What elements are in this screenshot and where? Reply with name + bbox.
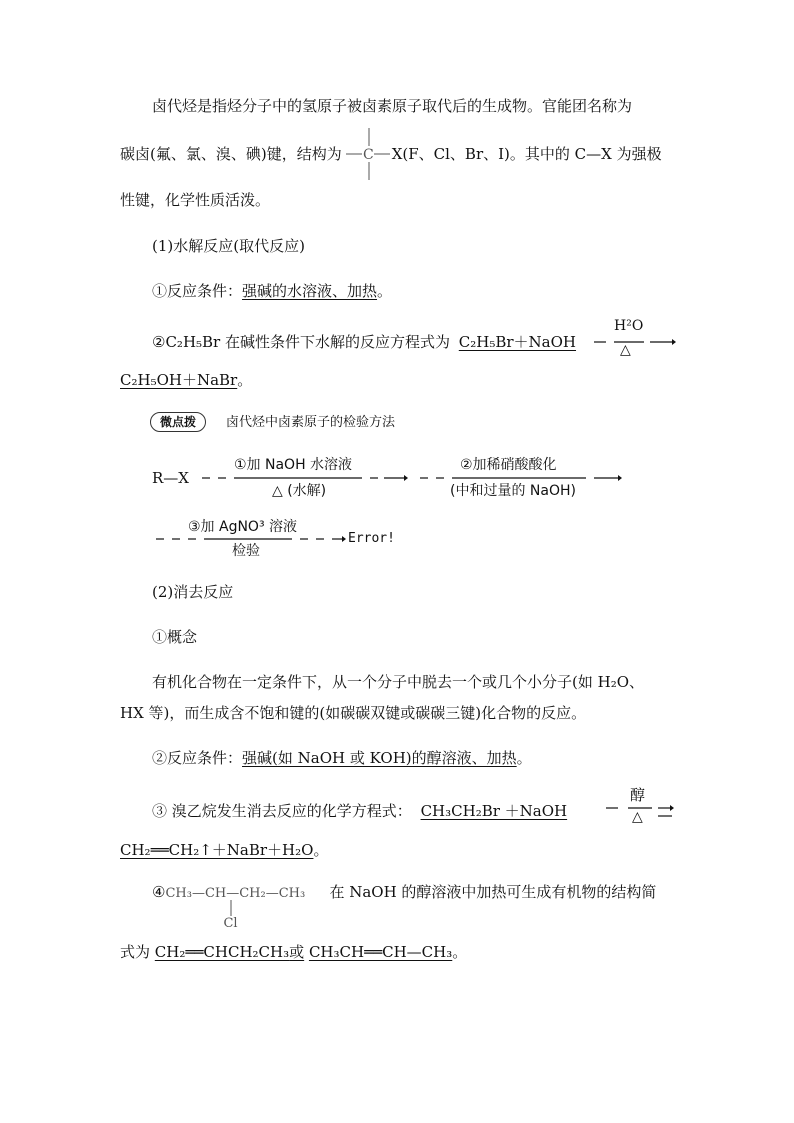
s1-cond-end: 。 — [377, 282, 393, 300]
q4-ans2: CH₃CH══CH—CH₃ — [308, 943, 453, 961]
s2-eq-end: 。 — [313, 841, 329, 859]
q4-or: 或 — [289, 943, 305, 961]
q4-ans1: CH₂══CHCH₂CH₃ — [154, 943, 290, 961]
section-1-title: (1)水解反应(取代反应) — [152, 237, 305, 255]
s2-arrow-under: △ — [632, 809, 643, 825]
s2-concept: ①概念 — [152, 628, 198, 646]
s1-reaction-arrow — [592, 318, 676, 364]
s1-cond-label: ①反应条件： — [152, 282, 243, 300]
s1-eq-lhs: C₂H₅Br＋NaOH — [458, 333, 577, 351]
s2-q4-answer-line — [120, 942, 467, 962]
intro-line-2 — [120, 144, 662, 164]
s1-eq-label: ②C₂H₅Br 在碱性条件下水解的反应方程式为 — [152, 333, 450, 351]
s2-equation-line — [152, 801, 567, 821]
tip-end: Error! — [348, 531, 395, 546]
s1-eq-end: 。 — [237, 371, 253, 389]
step3-over: ③加 AgNO³ 溶液 — [188, 519, 298, 535]
s2-eq-lhs: CH₃CH₂Br ＋NaOH — [420, 802, 568, 820]
s2-arrow-over: 醇 — [630, 786, 646, 804]
s1-eq-rhs: C₂H₅OH＋NaBr — [120, 371, 238, 389]
s1-arrow-over: H²O — [614, 318, 644, 334]
s1-condition — [152, 281, 392, 301]
s2-cond-end: 。 — [516, 749, 532, 767]
step1-over: ①加 NaOH 水溶液 — [234, 457, 353, 473]
intro-line-2a: 碳卤(氟、氯、溴、碘)键，结构为 — [120, 145, 342, 163]
s2-reaction-arrow — [604, 784, 676, 832]
s2-cond-label: ②反应条件： — [152, 749, 243, 767]
q4-sub: Cl — [223, 916, 238, 931]
s2-def-line-1: 有机化合物在一定条件下，从一个分子中脱去一个或几个小分子(如 H₂O、 — [152, 673, 645, 691]
section-2-title: (2)消去反应 — [152, 583, 234, 601]
s1-arrow-under: △ — [620, 342, 631, 358]
intro-line-3: 性键，化学性质活泼。 — [120, 191, 271, 209]
s1-equation-line — [152, 332, 576, 352]
tip-start: R—X — [152, 469, 189, 487]
s2-eq-rhs: CH₂══CH₂↑＋NaBr＋H₂O — [120, 841, 314, 859]
s1-equation-rhs-line — [120, 370, 252, 390]
s2-condition — [152, 748, 532, 768]
tip-flow-row-1 — [198, 454, 628, 498]
q4-end: 。 — [452, 943, 468, 961]
q4-text: 在 NaOH 的醇溶液中加热可生成有机物的结构简 — [329, 883, 657, 901]
s2-cond-value: 强碱(如 NaOH 或 KOH)的醇溶液、加热 — [242, 749, 517, 767]
s2-equation-rhs-line — [120, 840, 328, 860]
arrow-icon — [592, 318, 676, 364]
q4-struct-text: CH₃—CH—CH₂—CH₃ — [165, 886, 306, 901]
s2-q4-line — [152, 882, 657, 931]
q4-l2a: 式为 — [120, 943, 151, 961]
q4-label: ④ — [152, 883, 166, 901]
tip-badge: 微点拨 — [150, 412, 206, 432]
carbon-bond-icon — [342, 124, 392, 184]
intro-line-1: 卤代烃是指烃分子中的氢原子被卤素原子取代后的生成物。官能团名称为 — [152, 97, 633, 115]
step2-under: (中和过量的 NaOH) — [450, 483, 576, 499]
step1-under: △ (水解) — [272, 483, 327, 499]
svg-text:C: C — [362, 147, 374, 163]
s1-cond-value: 强碱的水溶液、加热 — [242, 282, 378, 300]
tip-title: 卤代烃中卤素原子的检验方法 — [226, 415, 396, 430]
step3-under: 检验 — [232, 543, 260, 559]
tip-flow-row-2 — [152, 514, 412, 560]
step2-over: ②加稀硝酸酸化 — [460, 457, 557, 473]
s2-eq-label: ③ 溴乙烷发生消去反应的化学方程式： — [152, 802, 412, 820]
s2-def-line-2: HX 等)，而生成含不饱和键的(如碳碳双键或碳碳三键)化合物的反应。 — [120, 704, 587, 722]
carbon-structure — [342, 144, 392, 164]
intro-line-2b: X(F、Cl、Br、I)。其中的 C—X 为强极 — [391, 145, 662, 163]
q4-structure — [165, 882, 329, 931]
